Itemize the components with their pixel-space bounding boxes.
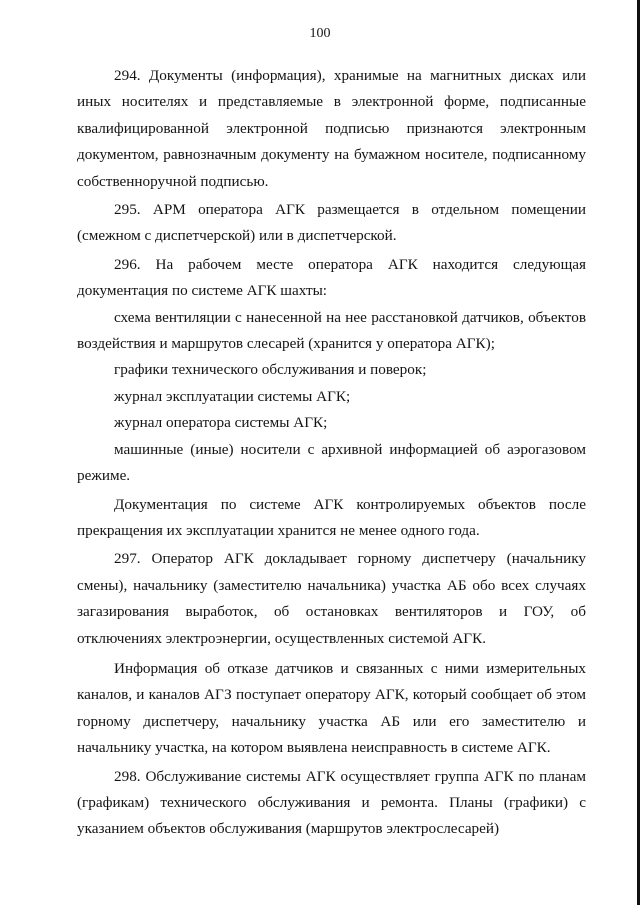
- paragraph-296: 296. На рабочем месте оператора АГК находится следующая документация по системе АГК шахты:: [77, 255, 586, 300]
- paragraph-sensor-failure-info: Информация об отказе датчиков и связанных с ними измерительных каналов, и каналов АГЗ поступает оператору АГК, который сообщает об этом горному диспетчеру, начальнику участка АБ или его заместителю и начальнику участка, на котором выявлена неисправность в системе АГК.: [77, 659, 586, 757]
- paragraph-294: 294. Документы (информация), хранимые на магнитных дисках или иных носителях и представляемые в электронной форме, подписанные квалифицированной электронной подписью признаются электронным документом, равнозначным документу на бумажном носителе, подписанному собственноручной подписью.: [77, 67, 586, 190]
- paragraph-297: 297. Оператор АГК докладывает горному диспетчеру (начальнику смены), начальнику (заместителю начальника) участка АБ обо всех случаях загазирования выработок, об остановках вентиляторов и ГОУ, об отключениях электроэнергии, осуществленных системой АГК.: [77, 550, 586, 647]
- list-item-operation-log: журнал эксплуатации системы АГК;: [114, 387, 351, 405]
- document-body: [77, 63, 586, 843]
- paragraph-295: 295. АРМ оператора АГК размещается в отдельном помещении (смежном с диспетчерской) или в диспетчерской.: [77, 201, 586, 245]
- page-number: 100: [309, 26, 331, 41]
- list-item-archive-media: машинные (иные) носители с архивной информацией об аэрогазовом режиме.: [77, 440, 586, 485]
- list-item-operator-log: журнал оператора системы АГК;: [114, 414, 328, 432]
- paragraph-documentation-retention: Документация по системе АГК контролируемых объектов после прекращения их эксплуатации хранится не менее одного года.: [77, 495, 586, 539]
- paragraph-298: 298. Обслуживание системы АГК осуществляет группа АГК по планам (графикам) технического обслуживания и ремонта. Планы (графики) с указанием объектов обслуживания (маршрутов электрослесарей): [77, 767, 586, 838]
- list-item-maintenance-schedules: графики технического обслуживания и поверок;: [114, 361, 427, 379]
- list-item-ventilation-scheme: схема вентиляции с нанесенной на нее расстановкой датчиков, объектов воздействия и маршрутов слесарей (хранится у оператора АГК);: [77, 308, 586, 353]
